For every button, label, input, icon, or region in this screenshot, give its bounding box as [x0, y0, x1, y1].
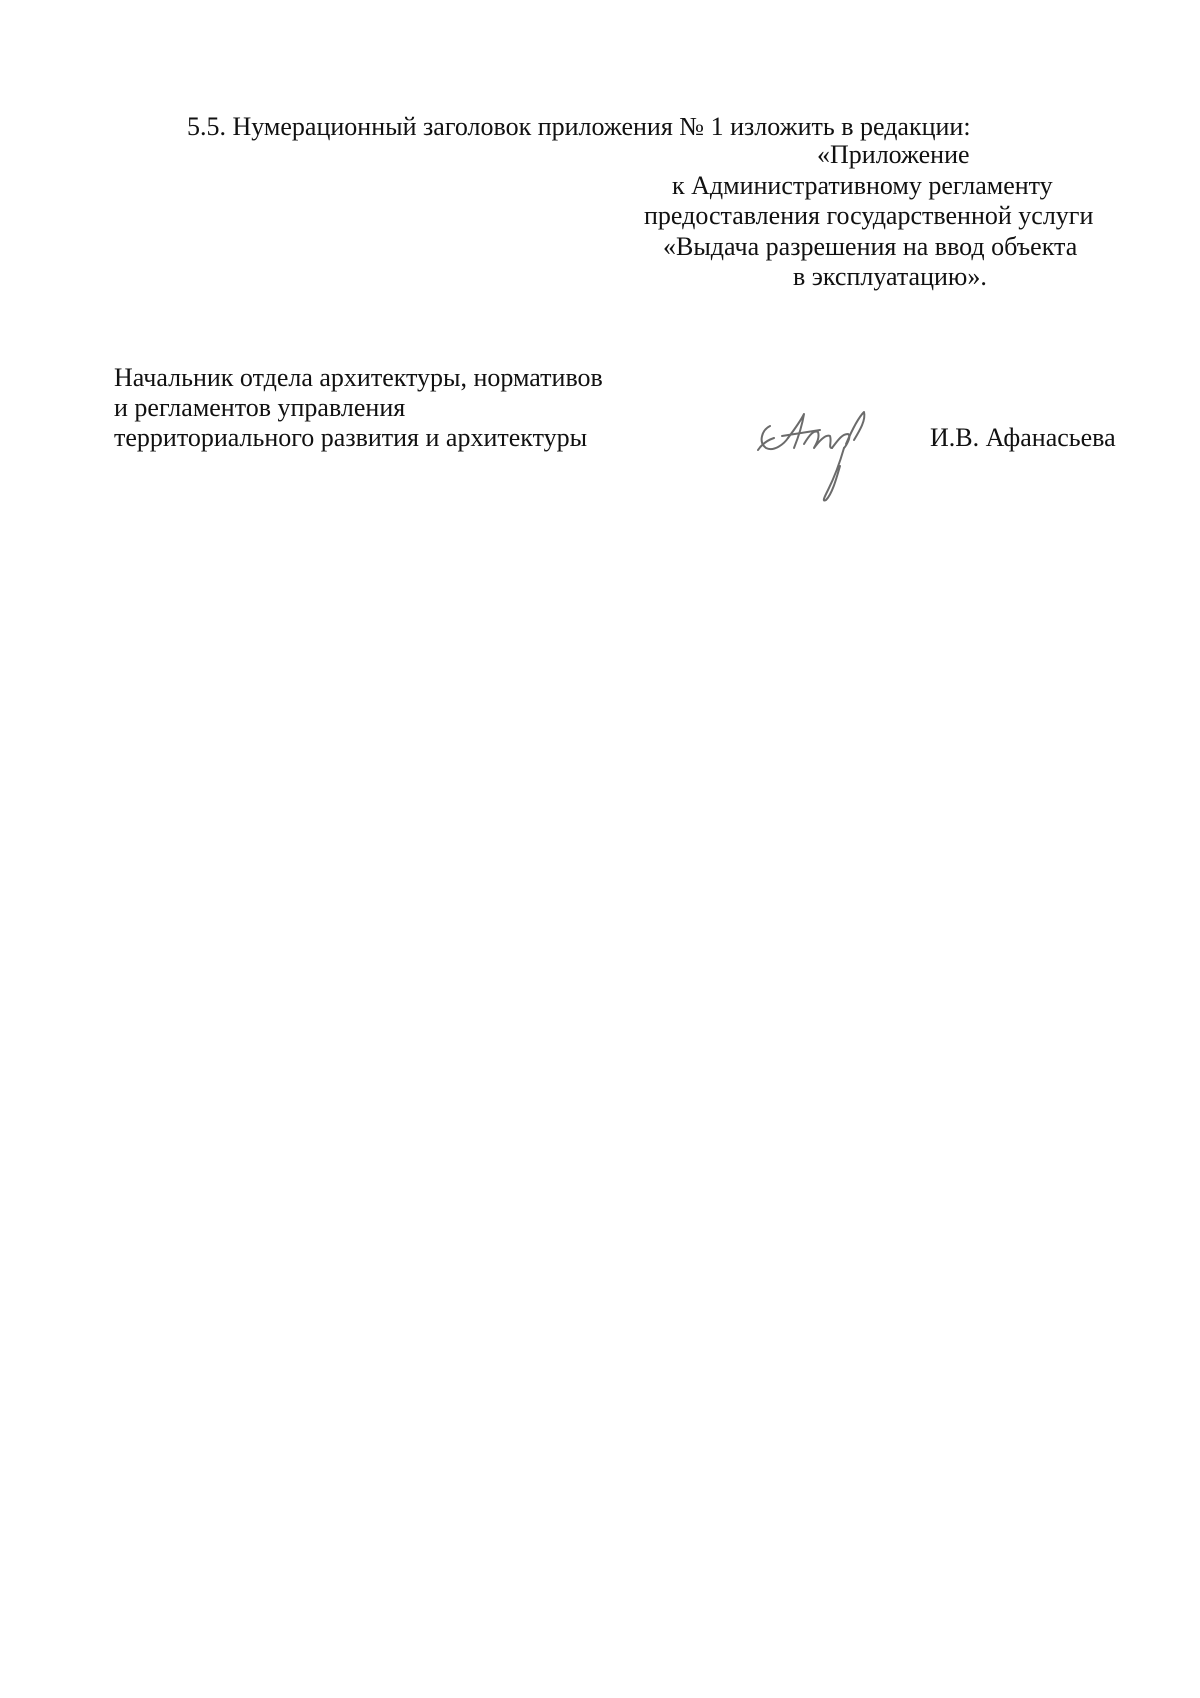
signature-icon [748, 400, 898, 510]
appendix-line: к Административному регламенту [672, 170, 1053, 200]
appendix-line: «Приложение [817, 140, 970, 169]
amendment-paragraph: 5.5. Нумерационный заголовок приложения № 1 изложить в редакции: [187, 112, 971, 141]
appendix-line: в эксплуатацию». [793, 262, 987, 291]
signer-position [114, 363, 603, 453]
appendix-header [560, 140, 1200, 293]
signer-position-line: Начальник отдела архитектуры, нормативов [114, 363, 603, 392]
signer-position-line: территориального развития и архитектуры [114, 423, 588, 452]
appendix-line: «Выдача разрешения на ввод объекта [663, 231, 1078, 261]
signer-position-line: и регламентов управления [114, 393, 406, 422]
appendix-line: предоставления государственной услуги [644, 201, 1094, 230]
signer-name: И.В. Афанасьева [930, 423, 1116, 452]
